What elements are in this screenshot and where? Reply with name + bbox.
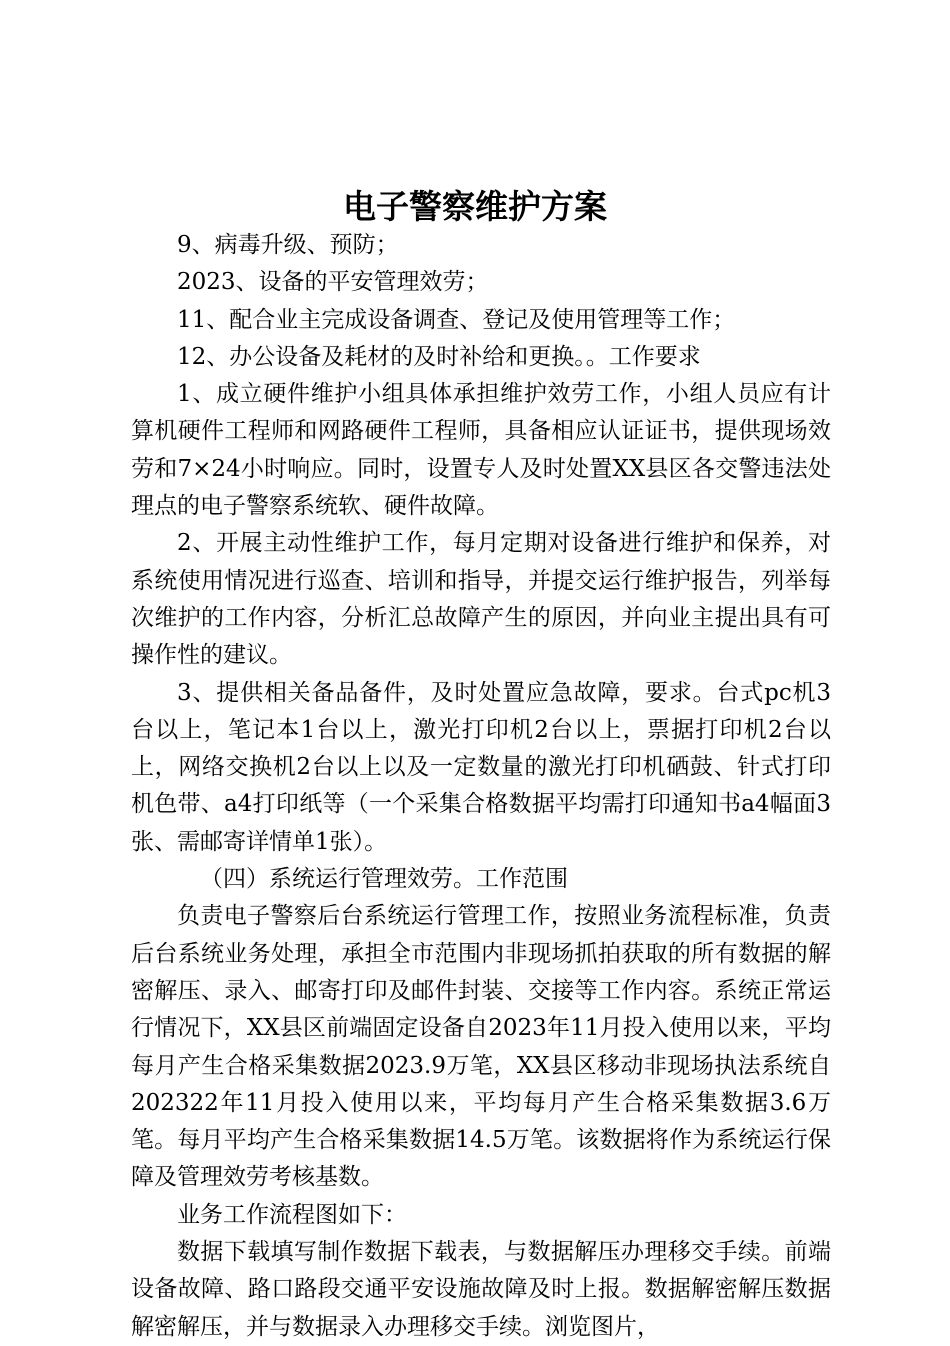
paragraph-item-9: 9、病毒升级、预防； xyxy=(177,232,399,258)
paragraph-flowchart-intro: 业务工作流程图如下： xyxy=(177,1201,407,1228)
document-title: 电子警察维护方案 xyxy=(343,187,607,226)
section-heading-4: （四）系统运行管理效劳。工作范围 xyxy=(200,866,568,893)
paragraph-scope: 负责电子警察后台系统运行管理工作，按照业务流程标准，负责后台系统业务处理，承担全市范围内非现场抓拍获取的所有数据的解密解压、录入、邮寄打印及邮件封装、交接等工作内容。系统正常运行情况下，XX县区前端固定设备自2023年11月投入使用以来，平均每月产生合格采集数据2023.9万笔，XX县区移动非现场执法系统自202322年11月投入使用以来，平均每月产生合格采集数据3.6万笔。每月平均产生合格采集数据14.5万笔。该数据将作为系统运行保障及管理效劳考核基数。 xyxy=(131,903,831,1191)
paragraph-requirement-3: 3、提供相关备品备件，及时处置应急故障，要求。台式pc机3台以上，笔记本1台以上，激光打印机2台以上，票据打印机2台以上，网络交换机2台以上以及一定数量的激光打印机硒鼓、针式打印机色带、a4打印纸等（一个采集合格数据平均需打印通知书a4幅面3张、需邮寄详情单1张）。 xyxy=(131,679,831,855)
paragraph-requirement-2: 2、开展主动性维护工作，每月定期对设备进行维护和保养，对系统使用情况进行巡查、培训和指导，并提交运行维护报告，列举每次维护的工作内容，分析汇总故障产生的原因，并向业主提出具有可操作性的建议。 xyxy=(131,530,831,669)
paragraph-item-12: 12、办公设备及耗材的及时补给和更换。。工作要求 xyxy=(177,343,701,370)
paragraph-flow-steps: 数据下载填写制作数据下载表，与数据解压办理移交手续。前端设备故障、路口路段交通平安设施故障及时上报。数据解密解压数据解密解压，并与数据录入办理移交手续。浏览图片， xyxy=(131,1239,831,1340)
paragraph-item-11: 11、配合业主完成设备调查、登记及使用管理等工作； xyxy=(177,306,736,333)
document-body xyxy=(131,227,831,1346)
paragraph-requirement-1: 1、成立硬件维护小组具体承担维护效劳工作，小组人员应有计算机硬件工程师和网路硬件工程师，具备相应认证证书，提供现场效劳和7×24小时响应。同时，设置专人及时处置XX县区各交警违法处理点的电子警察系统软、硬件故障。 xyxy=(131,381,831,520)
paragraph-item-10: 2023、设备的平安管理效劳； xyxy=(177,269,489,296)
